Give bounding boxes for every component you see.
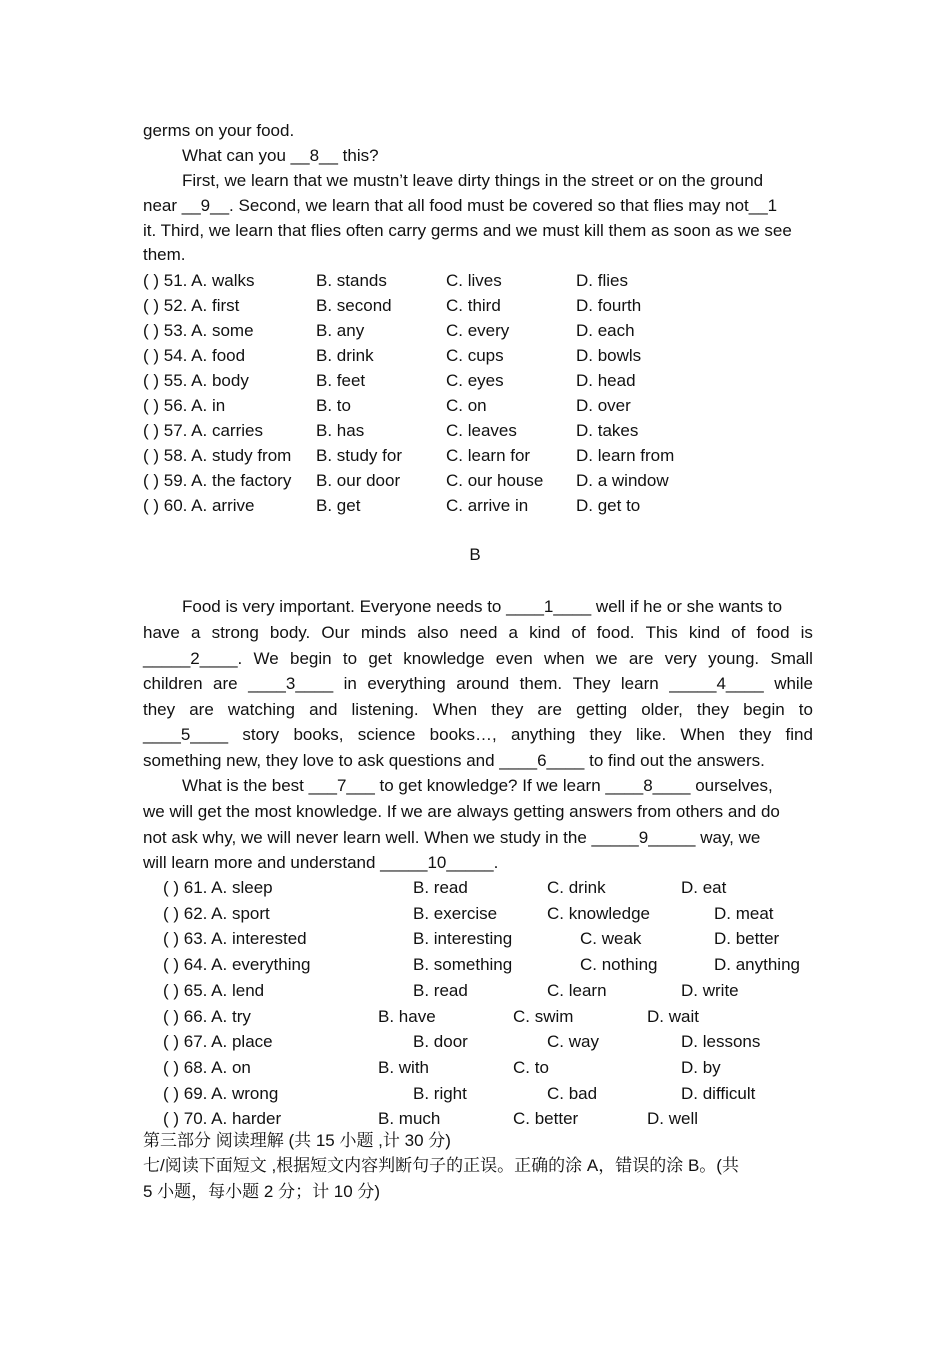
option-c: C. to (513, 1058, 549, 1077)
passage-b-line (143, 622, 813, 644)
word: when (543, 649, 585, 668)
option-c: C. bad (547, 1084, 598, 1103)
word: knowledge (403, 649, 485, 668)
word: also (417, 623, 449, 642)
option-c: C. nothing (580, 955, 658, 974)
option-d: D. flies (576, 271, 628, 290)
option-b: B. to (316, 396, 351, 415)
word: learn (620, 674, 659, 693)
question-number-option-a: ( ) 69. A. wrong (163, 1084, 279, 1103)
option-d: D. write (681, 981, 739, 1000)
option-c: C. lives (446, 271, 502, 290)
question-number-option-a: ( ) 56. A. in (143, 396, 226, 415)
word: kind (688, 623, 721, 642)
word: of (731, 623, 746, 642)
word: _____4____ (669, 674, 764, 693)
word: they (589, 725, 622, 744)
word: begin (743, 700, 785, 719)
word: young. (708, 649, 760, 668)
word: story (242, 725, 280, 744)
word: minds (360, 623, 407, 642)
option-b: B. with (378, 1058, 430, 1077)
word: while (774, 674, 813, 693)
question-number-option-a: ( ) 66. A. try (163, 1007, 251, 1026)
word: Small (770, 649, 813, 668)
blank-9: __9__ (181, 196, 230, 215)
question-number-option-a: ( ) 61. A. sleep (163, 878, 273, 897)
option-b: B. has (316, 421, 365, 440)
option-d: D. meat (714, 904, 774, 923)
question-number-option-a: ( ) 54. A. food (143, 346, 246, 365)
word: everything (367, 674, 446, 693)
option-c: C. knowledge (547, 904, 651, 923)
option-d: D. by (681, 1058, 721, 1077)
word: begin (290, 649, 332, 668)
option-d: D. lessons (681, 1032, 761, 1051)
word: a (190, 623, 201, 642)
word: very (664, 649, 697, 668)
passage-a-line (182, 145, 379, 167)
option-c: C. weak (580, 929, 642, 948)
question-number-option-a: ( ) 70. A. harder (163, 1109, 282, 1128)
option-b: B. have (378, 1007, 436, 1026)
option-b: B. read (413, 981, 468, 1000)
option-c: C. leaves (446, 421, 517, 440)
option-d: D. difficult (681, 1084, 756, 1103)
question-number-option-a: ( ) 63. A. interested (163, 929, 307, 948)
passage-a-line: germs on your food. (143, 121, 295, 140)
option-c: C. cups (446, 346, 504, 365)
question-number-option-a: ( ) 64. A. everything (163, 955, 311, 974)
option-c: C. better (513, 1109, 579, 1128)
option-b: B. stands (316, 271, 387, 290)
question-number-option-a: ( ) 62. A. sport (163, 904, 270, 923)
option-b: B. study for (316, 446, 402, 465)
word: are (213, 674, 238, 693)
option-b: B. much (378, 1109, 441, 1128)
question-number-option-a: ( ) 65. A. lend (163, 981, 265, 1000)
word: Our (321, 623, 350, 642)
section-b-heading: B (469, 545, 481, 564)
question-number-option-a: ( ) 60. A. arrive (143, 496, 255, 515)
option-c: C. eyes (446, 371, 504, 390)
option-d: D. eat (681, 878, 727, 897)
word: science (357, 725, 416, 744)
word: a (508, 623, 518, 642)
part3-instruction: 5 小题，每小题 2 分；计 10 分) (143, 1182, 381, 1201)
question-number-option-a: ( ) 58. A. study from (143, 446, 292, 465)
text-segment: this? (337, 146, 379, 165)
question-number-option-a: ( ) 59. A. the factory (143, 471, 292, 490)
word: older, (641, 700, 683, 719)
part3-title: 第三部分 阅读理解 (共 15 小题 ,计 30 分) (143, 1131, 451, 1150)
word: ____3____ (248, 674, 334, 693)
word: books…, (429, 725, 497, 744)
option-b: B. read (413, 878, 468, 897)
word: they (491, 700, 524, 719)
option-d: D. takes (576, 421, 639, 440)
option-d: D. over (576, 396, 631, 415)
word: have (143, 623, 180, 642)
word: watching (227, 700, 295, 719)
blank-10: __1 (748, 196, 778, 215)
word: When (680, 725, 725, 744)
word: they (739, 725, 772, 744)
option-c: C. every (446, 321, 510, 340)
word: to (342, 649, 358, 668)
word: around (456, 674, 510, 693)
part3-instruction: 七/阅读下面短文 ,根据短文内容判断句子的正误。正确的涂 A，错误的涂 B。(共 (143, 1156, 739, 1175)
word: they (696, 700, 730, 719)
word: like. (635, 725, 667, 744)
passage-b-line (143, 699, 813, 721)
option-b: B. right (413, 1084, 467, 1103)
option-b: B. interesting (413, 929, 513, 948)
option-c: C. on (446, 396, 487, 415)
word: find (785, 725, 813, 744)
word: need (459, 623, 498, 642)
option-c: C. third (446, 296, 501, 315)
blank-8: __8__ (290, 146, 338, 165)
option-d: D. well (647, 1109, 699, 1128)
option-d: D. a window (576, 471, 669, 490)
passage-b-line: we will get the most knowledge. If we are always getting answers from others and do (143, 802, 780, 821)
option-b: B. drink (316, 346, 374, 365)
word: food. (596, 623, 635, 642)
option-d: D. fourth (576, 296, 642, 315)
word: of (571, 623, 586, 642)
word: to (798, 700, 813, 719)
question-number-option-a: ( ) 68. A. on (163, 1058, 251, 1077)
passage-b-line (143, 648, 813, 670)
word: listening. (351, 700, 419, 719)
word: them. (519, 674, 563, 693)
option-b: B. something (413, 955, 513, 974)
word: we (595, 649, 618, 668)
word: They (572, 674, 611, 693)
word: When (432, 700, 478, 719)
option-d: D. learn from (576, 446, 675, 465)
option-b: B. exercise (413, 904, 498, 923)
word: in (343, 674, 357, 693)
option-c: C. drink (547, 878, 606, 897)
option-c: C. learn (547, 981, 607, 1000)
word: strong (211, 623, 259, 642)
word: are (537, 700, 562, 719)
passage-b-line (143, 673, 813, 695)
word: body. (269, 623, 311, 642)
option-b: B. any (316, 321, 365, 340)
option-c: C. learn for (446, 446, 531, 465)
option-d: D. get to (576, 496, 641, 515)
word: children (143, 674, 203, 693)
option-d: D. anything (714, 955, 800, 974)
option-d: D. better (714, 929, 780, 948)
question-number-option-a: ( ) 51. A. walks (143, 271, 255, 290)
text-segment: What can you (182, 146, 291, 165)
option-d: D. bowls (576, 346, 642, 365)
passage-b-line: will learn more and understand _____10_____. (143, 853, 499, 872)
option-c: C. way (547, 1032, 599, 1051)
word: is (800, 623, 813, 642)
passage-b-line (143, 724, 813, 746)
option-b: B. our door (316, 471, 401, 490)
word: are (189, 700, 214, 719)
word: _____2____. (143, 649, 243, 668)
word: getting (576, 700, 628, 719)
word: food (756, 623, 790, 642)
text-segment: near (143, 196, 182, 215)
passage-a-line (143, 195, 777, 217)
option-d: D. head (576, 371, 636, 390)
word: are (628, 649, 654, 668)
passage-b-line: Food is very important. Everyone needs to ____1____ well if he or she wants to (182, 597, 783, 616)
option-c: C. our house (446, 471, 544, 490)
question-number-option-a: ( ) 52. A. first (143, 296, 240, 315)
word: We (253, 649, 279, 668)
option-c: C. swim (513, 1007, 574, 1026)
word: and (309, 700, 338, 719)
passage-a-line: First, we learn that we mustn’t leave dirty things in the street or on the ground (182, 171, 764, 190)
word: anything (511, 725, 576, 744)
option-b: B. feet (316, 371, 366, 390)
question-number-option-a: ( ) 53. A. some (143, 321, 254, 340)
word: books, (293, 725, 344, 744)
passage-b-line: What is the best ___7___ to get knowledge? If we learn ____8____ ourselves, (182, 776, 773, 795)
passage-b-line: not ask why, we will never learn well. When we study in the _____9_____ way, we (143, 828, 761, 847)
option-d: D. each (576, 321, 635, 340)
option-b: B. door (413, 1032, 468, 1051)
passage-a-line: them. (143, 245, 186, 264)
word: This (645, 623, 678, 642)
question-number-option-a: ( ) 67. A. place (163, 1032, 273, 1051)
option-b: B. get (316, 496, 361, 515)
word: they (143, 700, 176, 719)
text-segment: . Second, we learn that all food must be covered so that flies may not (229, 196, 749, 215)
word: even (495, 649, 533, 668)
option-c: C. arrive in (446, 496, 529, 515)
passage-b-line: something new, they love to ask questions and ____6____ to find out the answers. (143, 751, 765, 770)
word: kind (529, 623, 561, 642)
option-b: B. second (316, 296, 392, 315)
option-d: D. wait (647, 1007, 699, 1026)
word: get (368, 649, 392, 668)
question-number-option-a: ( ) 55. A. body (143, 371, 249, 390)
passage-a-line: it. Third, we learn that flies often carry germs and we must kill them as soon as we see (143, 221, 792, 240)
word: ____5____ (143, 725, 229, 744)
question-number-option-a: ( ) 57. A. carries (143, 421, 263, 440)
